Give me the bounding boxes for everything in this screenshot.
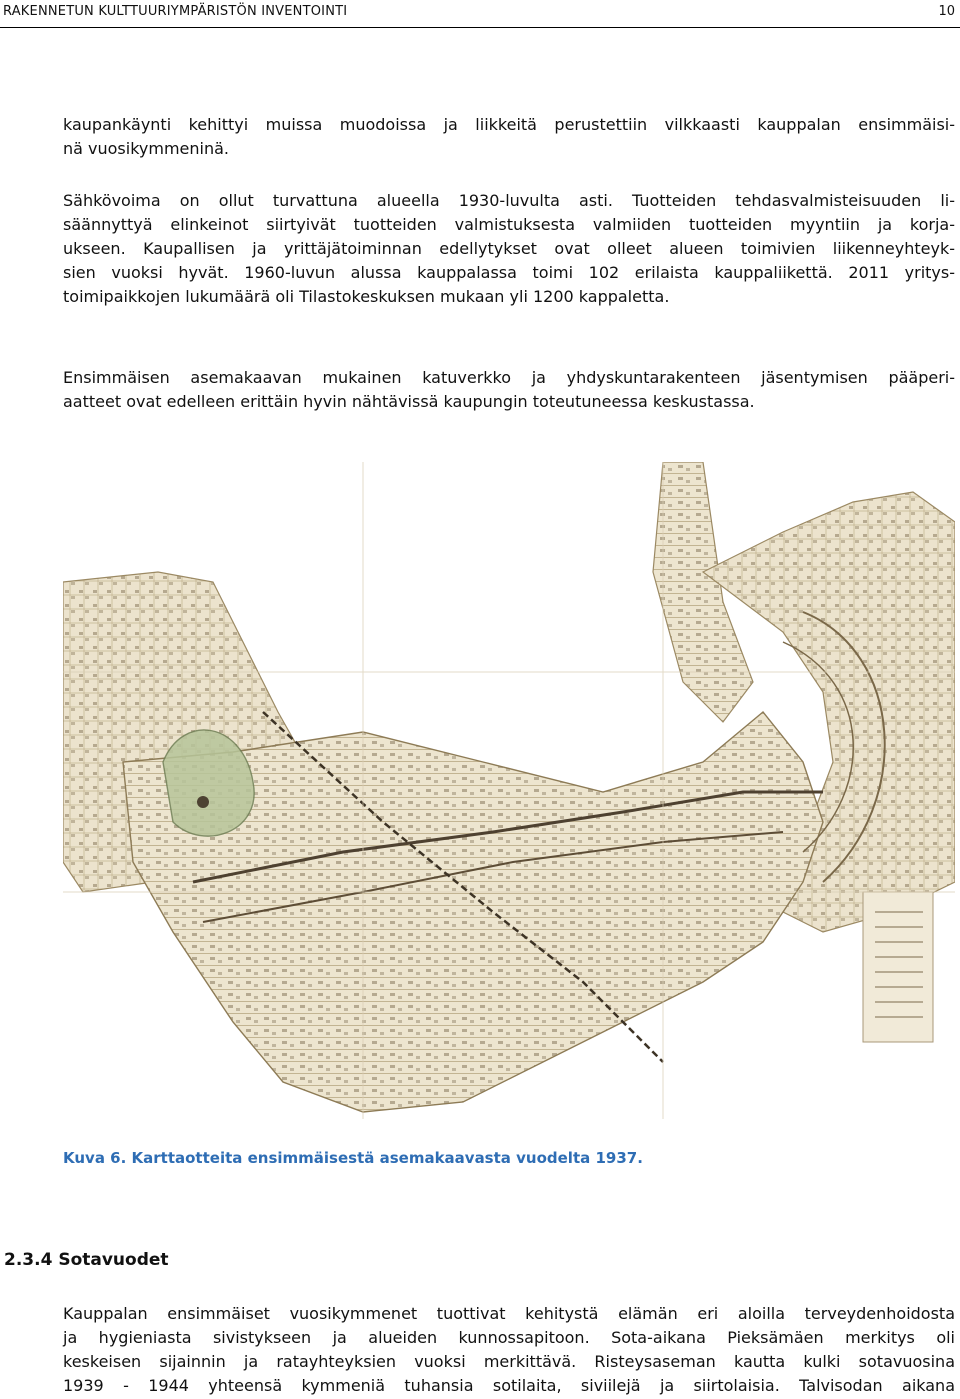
map-illustration — [63, 462, 955, 1119]
figure-caption: Kuva 6. Karttaotteita ensimmäisestä asemakaavasta vuodelta 1937. — [63, 1149, 643, 1167]
header-divider — [0, 27, 960, 28]
town-plan-map-image — [63, 462, 955, 1119]
text-line: Sähkövoima on ollut turvattuna alueella 1930-luvulta asti. Tuotteiden tehdasvalmisteisuuden li- — [63, 191, 955, 210]
text-line: Kauppalan ensimmäiset vuosikymmenet tuottivat kehitystä elämän eri aloilla terveydenhoidosta — [63, 1304, 955, 1323]
section-heading: 2.3.4 Sotavuodet — [4, 1250, 169, 1270]
text-line: ukseen. Kaupallisen ja yrittäjätoiminnan edellytykset ovat olleet alueen toimivien liikenneyhteyk- — [63, 239, 955, 258]
paragraph-war-years — [63, 1302, 955, 1398]
text-line: kaupankäynti kehittyi muissa muodoissa ja liikkeitä perustettiin vilkkaasti kauppalan ensimmäisi- — [63, 115, 955, 134]
page-number: 10 — [938, 4, 955, 19]
running-header-title: RAKENNETUN KULTTUURIYMPÄRISTÖN INVENTOINTI — [3, 4, 348, 19]
text-line: toimipaikkojen lukumäärä oli Tilastokeskuksen mukaan yli 1200 kappaletta. — [63, 287, 670, 306]
paragraph-street-network — [63, 366, 955, 414]
text-line: ja hygieniasta sivistykseen ja alueiden kunnossapitoon. Sota-aikana Pieksämäen merkitys oli — [63, 1328, 955, 1347]
paragraph-electricity — [63, 189, 955, 309]
text-line: sien vuoksi hyvät. 1960-luvun alussa kauppalassa toimi 102 erilaista kauppaliikettä. 2011 yritys- — [63, 263, 955, 282]
text-line: 1939 - 1944 yhteensä kymmeniä tuhansia sotilaita, siviilejä ja siirtolaisia. Talvisodan aikana — [63, 1376, 955, 1395]
text-line: säännyttyä elinkeinot siirtyivät tuotteiden valmistuksesta valmiiden tuotteiden myyntiin ja korja- — [63, 215, 955, 234]
page-header — [0, 4, 960, 24]
text-line: nä vuosikymmeninä. — [63, 139, 230, 158]
text-line: keskeisen sijainnin ja ratayhteyksien vuoksi merkittävä. Risteysaseman kautta kulki sotavuosina — [63, 1352, 955, 1371]
text-line: aatteet ovat edelleen erittäin hyvin nähtävissä kaupungin toteutuneessa keskustassa. — [63, 392, 755, 411]
text-line: Ensimmäisen asemakaavan mukainen katuverkko ja yhdyskuntarakenteen jäsentymisen pääperi- — [63, 368, 955, 387]
paragraph-commerce — [63, 113, 955, 161]
